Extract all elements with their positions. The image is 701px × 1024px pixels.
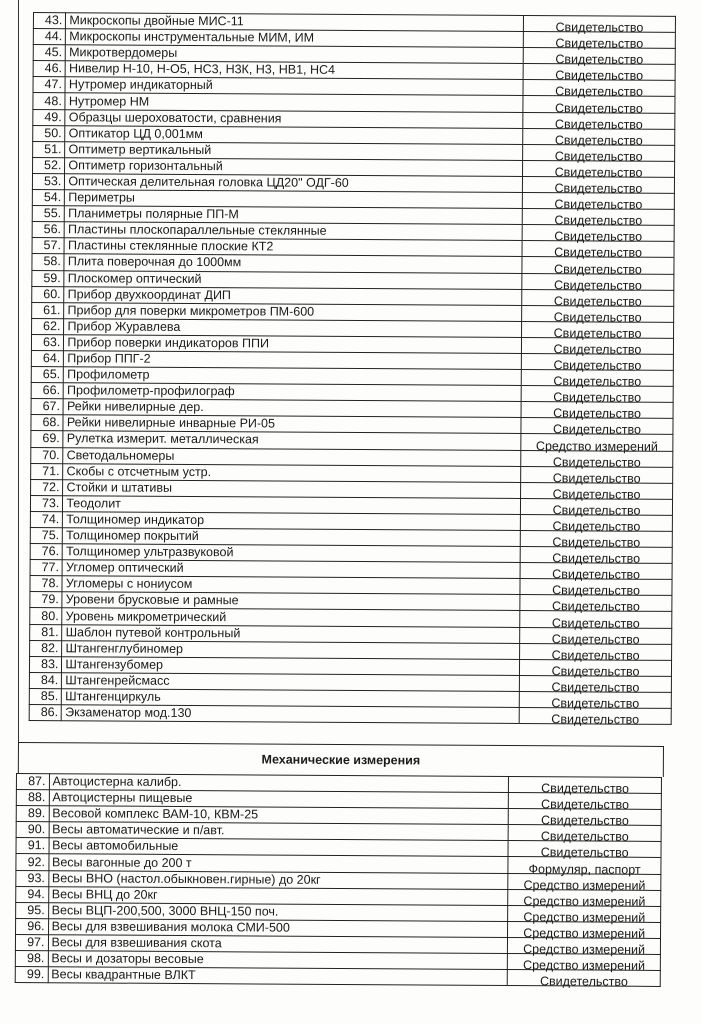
- instrument-name: Оптиметр вертикальный: [65, 141, 523, 160]
- document-type: Свидетельство: [521, 422, 673, 439]
- row-number: 79.: [30, 592, 62, 608]
- document-type: Свидетельство: [523, 100, 675, 117]
- document-type: Свидетельство: [523, 148, 675, 165]
- document-type: Свидетельство: [523, 84, 675, 101]
- instrument-name: Толщиномер индикатор: [63, 512, 521, 531]
- document-type: Свидетельство: [520, 615, 672, 632]
- document-type: Свидетельство: [520, 647, 672, 664]
- instrument-name: Весы квадрантные ВЛКТ: [48, 967, 508, 986]
- document-type: Формуляр, паспорт: [508, 861, 661, 878]
- document-type: Свидетельство: [519, 712, 671, 729]
- instrument-name: Рейки нивелирные дер.: [63, 399, 521, 418]
- row-number: 57.: [32, 238, 64, 254]
- document-type: Свидетельство: [523, 36, 675, 53]
- document-type: Свидетельство: [520, 518, 672, 535]
- document-type: Средство измерений: [508, 909, 661, 926]
- document-type: Свидетельство: [523, 132, 675, 149]
- instrument-name: Весы ВНЦ до 20кг: [48, 886, 508, 905]
- row-number: 69.: [31, 431, 63, 447]
- section-title-mechanical: Механические измерения: [18, 742, 664, 777]
- document-type: Свидетельство: [522, 213, 674, 230]
- row-number: 87.: [16, 774, 49, 790]
- document-type: Свидетельство: [523, 52, 675, 69]
- instrument-name: Штангенрейсмасс: [62, 673, 520, 692]
- instrument-name: Прибор двухкоординат ДИП: [64, 286, 522, 305]
- document-type: Свидетельство: [522, 245, 674, 262]
- instrument-name: Оптиметр горизонтальный: [65, 158, 523, 177]
- document-type: Свидетельство: [520, 663, 672, 680]
- row-number: 46.: [33, 61, 65, 77]
- document-type: Свидетельство: [523, 116, 675, 133]
- instrument-name: Весы автомобильные: [49, 838, 509, 857]
- row-number: 66.: [31, 383, 63, 399]
- document-type: Средство измерений: [521, 438, 673, 455]
- document-type: Свидетельство: [522, 229, 674, 246]
- instrument-name: Весы для взвешивания молока СМИ-500: [48, 919, 508, 938]
- row-number: 94.: [16, 886, 49, 902]
- row-number: 50.: [33, 125, 65, 141]
- document-type: Свидетельство: [522, 309, 674, 326]
- instrument-name: Шаблон путевой контрольный: [62, 624, 520, 643]
- instrument-name: Штангенглубиномер: [62, 640, 520, 659]
- row-number: 52.: [33, 157, 65, 173]
- instrument-name: Пластины стеклянные плоские КТ2: [64, 238, 522, 257]
- row-number: 59.: [32, 270, 64, 286]
- instrument-name: Рулетка измерит. металлическая: [63, 431, 521, 450]
- instrument-name: Профилометр: [64, 367, 522, 386]
- row-number: 81.: [30, 624, 62, 640]
- row-number: 99.: [15, 967, 48, 983]
- row-number: 43.: [33, 13, 65, 29]
- instrument-name: Штангенциркуль: [62, 689, 520, 708]
- instrument-name: Угломер оптический: [62, 560, 520, 579]
- instrument-name: Стойки и штативы: [63, 479, 521, 498]
- row-number: 60.: [32, 286, 64, 302]
- document-type: Свидетельство: [509, 781, 662, 798]
- instrument-name: Уровень микрометрический: [62, 608, 520, 627]
- document-type: Свидетельство: [509, 813, 662, 830]
- row-number: 75.: [30, 527, 62, 543]
- instruments-table: [29, 12, 676, 725]
- document-type: Свидетельство: [508, 974, 661, 991]
- instrument-name: Скобы с отсчетным устр.: [63, 463, 521, 482]
- row-number: 77.: [30, 560, 62, 576]
- instrument-name: Оптикатор ЦД 0,001мм: [65, 125, 523, 144]
- row-number: 65.: [31, 367, 63, 383]
- row-number: 73.: [30, 495, 62, 511]
- instrument-name: Экзаменатор мод.130: [62, 705, 520, 724]
- instrument-name: Плоскомер оптический: [64, 270, 522, 289]
- row-number: 70.: [31, 447, 63, 463]
- instrument-name: Микроскопы двойные МИС-11: [66, 13, 524, 32]
- instrument-name: Пластины плоскопараллельные стеклянные: [65, 222, 523, 241]
- row-number: 61.: [32, 302, 64, 318]
- page-border-line: [18, 0, 19, 742]
- document-type: Свидетельство: [509, 797, 662, 814]
- document-type: Средство измерений: [508, 925, 661, 942]
- row-number: 82.: [30, 640, 62, 656]
- document-type: Свидетельство: [520, 534, 672, 551]
- row-number: 53.: [32, 173, 64, 189]
- instrument-name: Рейки нивелирные инварные РИ-05: [63, 415, 521, 434]
- document-type: Свидетельство: [522, 325, 674, 342]
- row-number: 84.: [29, 672, 61, 688]
- row-number: 97.: [15, 934, 48, 950]
- row-number: 89.: [16, 806, 49, 822]
- document-type: Свидетельство: [521, 486, 673, 503]
- instrument-name: Оптическая делительная головка ЦД20" ОДГ-60: [65, 174, 523, 193]
- row-number: 51.: [33, 141, 65, 157]
- document-type: Свидетельство: [521, 502, 673, 519]
- instrument-name: Микроскопы инструментальные МИМ, ИМ: [66, 29, 524, 48]
- instrument-name: Автоцистерна калибр.: [49, 774, 509, 793]
- row-number: 63.: [31, 334, 63, 350]
- document-type: Средство измерений: [508, 941, 661, 958]
- document-type: Свидетельство: [520, 631, 672, 648]
- row-number: 56.: [32, 222, 64, 238]
- document-type: Свидетельство: [523, 68, 675, 85]
- instrument-name: Весы и дозаторы весовые: [48, 951, 508, 970]
- document-type: Свидетельство: [519, 695, 671, 712]
- row-number: 54.: [32, 190, 64, 206]
- row-number: 47.: [33, 77, 65, 93]
- document-type: Свидетельство: [520, 551, 672, 568]
- document-type: Свидетельство: [522, 293, 674, 310]
- instrument-name: Светодальномеры: [63, 447, 521, 466]
- document-type: Свидетельство: [522, 180, 674, 197]
- row-number: 92.: [16, 854, 49, 870]
- document-type: Свидетельство: [508, 845, 661, 862]
- row-number: 95.: [16, 902, 49, 918]
- row-number: 93.: [16, 870, 49, 886]
- document-type: Средство измерений: [508, 958, 661, 975]
- instrument-name: Уровени брусковые и рамные: [62, 592, 520, 611]
- row-number: 72.: [31, 479, 63, 495]
- document-type: Свидетельство: [521, 454, 673, 471]
- row-number: 96.: [16, 918, 49, 934]
- document-type: Свидетельство: [522, 261, 674, 278]
- instrument-name: Образцы шероховатости, сравнения: [65, 109, 523, 128]
- instrument-name: Весовой комплекс ВАМ-10, КВМ-25: [49, 806, 509, 825]
- document-type: Свидетельство: [521, 374, 673, 391]
- row-number: 83.: [29, 656, 61, 672]
- instrument-name: Весы автоматические и п/авт.: [49, 822, 509, 841]
- instrument-name: Нутромер НМ: [65, 93, 523, 112]
- document-type: Свидетельство: [508, 829, 661, 846]
- document-type: Средство измерений: [508, 877, 661, 894]
- row-number: 91.: [16, 838, 49, 854]
- document-type: Свидетельство: [521, 357, 673, 374]
- row-number: 64.: [31, 350, 63, 366]
- row-number: 58.: [32, 254, 64, 270]
- instrument-name: Нивелир Н-10, Н-О5, НС3, Н3К, Н3, НВ1, НС4: [65, 61, 523, 80]
- document-type: Свидетельство: [522, 197, 674, 214]
- instrument-name: Профилометр-профилограф: [64, 383, 522, 402]
- row-number: 98.: [15, 951, 48, 967]
- row-number: 55.: [32, 206, 64, 222]
- instrument-name: Штангензубомер: [62, 656, 520, 675]
- row-number: 76.: [30, 544, 62, 560]
- row-number: 62.: [32, 318, 64, 334]
- document-type: Свидетельство: [521, 470, 673, 487]
- instrument-name: Прибор ППГ-2: [64, 351, 522, 370]
- row-number: 78.: [30, 576, 62, 592]
- row-number: 80.: [30, 608, 62, 624]
- instrument-name: Микротвердомеры: [66, 45, 524, 64]
- document-type: Свидетельство: [523, 164, 675, 181]
- instrument-name: Прибор Журавлева: [64, 318, 522, 337]
- row-number: 45.: [33, 45, 65, 61]
- instrument-name: Весы ВНО (настол.обыкновен.гирные) до 20кг: [48, 870, 508, 889]
- instrument-name: Теодолит: [63, 496, 521, 515]
- row-number: 71.: [31, 463, 63, 479]
- instrument-name: Прибор для поверки микрометров ПМ-600: [64, 302, 522, 321]
- instrument-name: Автоцистерны пищевые: [49, 790, 509, 809]
- instrument-name: Весы ВЦП-200,500, 3000 ВНЦ-150 поч.: [48, 902, 508, 921]
- instrument-name: Весы вагонные до 200 т: [48, 854, 508, 873]
- row-number: 85.: [29, 688, 61, 704]
- row-number: 86.: [29, 705, 61, 721]
- document-type: Свидетельство: [520, 567, 672, 584]
- document-type: Средство измерений: [508, 893, 661, 910]
- instrument-name: Нутромер индикаторный: [65, 77, 523, 96]
- document-type: Свидетельство: [521, 390, 673, 407]
- row-number: 67.: [31, 399, 63, 415]
- instrument-name: Толщиномер ультразвуковой: [63, 544, 521, 563]
- document-type: Свидетельство: [523, 19, 675, 36]
- row-number: 88.: [16, 790, 49, 806]
- mechanical-instruments-table: [15, 773, 662, 987]
- document-type: Свидетельство: [520, 599, 672, 616]
- document-type: Свидетельство: [521, 406, 673, 423]
- document-type: Свидетельство: [520, 583, 672, 600]
- instrument-name: Толщиномер покрытий: [63, 528, 521, 547]
- document-type: Свидетельство: [519, 679, 671, 696]
- document-type: Свидетельство: [522, 277, 674, 294]
- instrument-name: Плита поверочная до 1000мм: [64, 254, 522, 273]
- instrument-name: Весы для взвешивания скота: [48, 935, 508, 954]
- row-number: 49.: [33, 109, 65, 125]
- row-number: 90.: [16, 822, 49, 838]
- instrument-name: Периметры: [65, 190, 523, 209]
- row-number: 74.: [30, 511, 62, 527]
- instrument-name: Планиметры полярные ПП-М: [65, 206, 523, 225]
- document-type: Свидетельство: [521, 341, 673, 358]
- row-number: 44.: [33, 29, 65, 45]
- instrument-name: Прибор поверки индикаторов ППИ: [64, 335, 522, 354]
- row-number: 68.: [31, 415, 63, 431]
- instrument-name: Угломеры с нониусом: [62, 576, 520, 595]
- row-number: 48.: [33, 93, 65, 109]
